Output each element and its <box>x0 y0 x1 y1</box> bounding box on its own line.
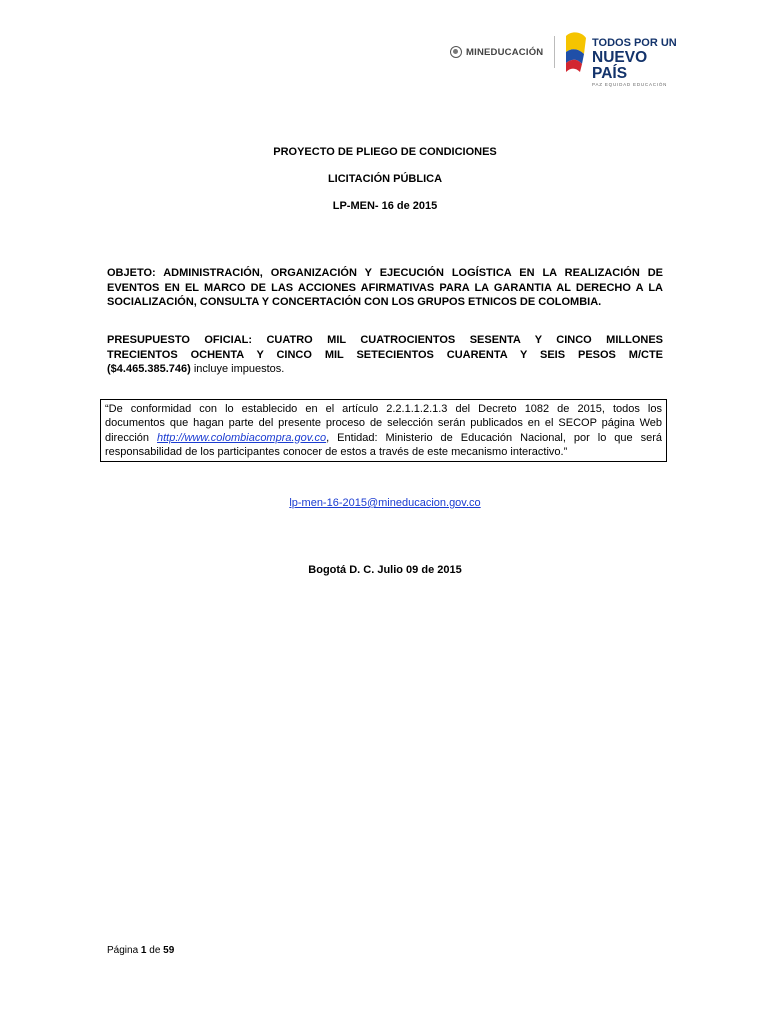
notice-line3-suffix: , Entidad: Ministerio de Educación Nacional, por lo que será <box>326 431 663 444</box>
slogan-line2: NUEVO PAÍS <box>592 49 648 82</box>
notice-line: “De conformidad con lo establecido en el artículo 2.2.1.1.2.1.3 del Decreto 1082 de 2015, todos los <box>105 403 662 415</box>
presupuesto-line: TRECIENTOS OCHENTA Y CINCO MIL SETECIENTOS CUARENTA Y SEIS PESOS M/CTE <box>107 348 663 361</box>
footer-middle: de <box>146 945 164 956</box>
colombia-flag-icon <box>562 30 588 76</box>
slogan-line3: PAZ EQUIDAD EDUCACIÓN <box>592 82 668 87</box>
notice-line: responsabilidad de los participantes conocer de estos a través de este mecanismo interactivo.” <box>105 445 568 458</box>
todos-por-un-nuevo-pais-logo <box>592 38 680 88</box>
contact-email-link[interactable]: lp-men-16-2015@mineducacion.gov.co <box>289 497 481 509</box>
objeto-line: OBJETO: ADMINISTRACIÓN, ORGANIZACIÓN Y EJECUCIÓN LOGÍSTICA EN LA REALIZACIÓN DE <box>107 267 663 279</box>
slogan-line1: TODOS POR UN <box>592 37 677 49</box>
footer-total-pages: 59 <box>163 945 175 956</box>
presupuesto-suffix: incluye impuestos. <box>190 363 285 375</box>
footer-current-page: 1 <box>140 945 147 956</box>
doc-reference: LP-MEN- 16 de 2015 <box>332 200 438 212</box>
mineducacion-logo-text: MINEDUCACIÓN <box>466 46 544 58</box>
secop-notice-box <box>100 399 667 462</box>
logo-divider <box>554 36 555 68</box>
footer-prefix: Página <box>107 945 141 956</box>
mineducacion-logo <box>450 42 543 62</box>
doc-title: PROYECTO DE PLIEGO DE CONDICIONES <box>273 146 497 158</box>
colombiacompra-link[interactable]: http://www.colombiacompra.gov.co <box>157 431 327 444</box>
presupuesto-line: PRESUPUESTO OFICIAL: CUATRO MIL CUATROCIENTOS SESENTA Y CINCO MILLONES <box>107 334 663 346</box>
header-logos <box>450 30 680 87</box>
email-container <box>0 497 770 509</box>
coat-of-arms-icon <box>450 46 462 58</box>
notice-line3-prefix: dirección <box>105 431 157 444</box>
notice-line: documentos que hagan parte del presente proceso de selección serán publicados en el SECOP página Web <box>105 417 662 430</box>
date-location: Bogotá D. C. Julio 09 de 2015 <box>308 564 462 576</box>
doc-subtitle: LICITACIÓN PÚBLICA <box>327 173 443 185</box>
objeto-line: EVENTOS EN EL MARCO DE LAS ACCIONES AFIRMATIVAS PARA LA GARANTIA AL DERECHO A LA <box>107 281 663 294</box>
objeto-paragraph <box>107 266 663 310</box>
page-number-footer <box>107 945 174 956</box>
objeto-line: SOCIALIZACIÓN, CONSULTA Y CONCERTACIÓN CON LOS GRUPOS ETNICOS DE COLOMBIA. <box>107 296 602 308</box>
presupuesto-amount: ($4.465.385.746) <box>107 363 191 375</box>
presupuesto-paragraph <box>107 333 663 377</box>
